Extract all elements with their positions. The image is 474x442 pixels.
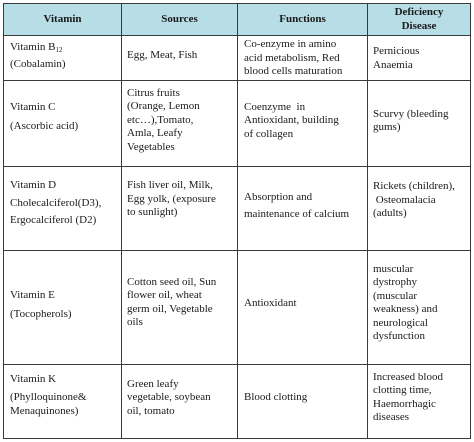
sources-cell: Cotton seed oil, Sun flower oil, wheat germ oil, Vegetable oils (122, 250, 238, 364)
header-deficiency-disease (368, 4, 471, 36)
vitamin-chemical-name: (Cobalamin) (10, 57, 66, 70)
deficiency-cell: muscular dystrophy (muscular weakness) and neurological dysfunction (368, 250, 471, 364)
sources-cell: Fish liver oil, Milk, Egg yolk, (exposure to sunlight) (122, 167, 238, 250)
functions-cell: Absorption and maintenance of calcium (238, 167, 368, 250)
vitamin-name: Vitamin D (10, 179, 57, 192)
vitamin-cell (4, 80, 122, 167)
deficiency-cell: Pernicious Anaemia (368, 36, 471, 81)
functions-cell: Co-enzyme in amino acid metabolism, Red blood cells maturation (238, 36, 368, 81)
header-vitamin: Vitamin (4, 4, 122, 36)
header-row (4, 4, 471, 36)
vitamin-chemical-name-2: Menaquinones) (10, 404, 79, 417)
header-functions: Functions (238, 4, 368, 36)
vitamin-chemical-name-2: Ergocalciferol (D2) (10, 214, 97, 227)
vitamin-chemical-name-1: Cholecalciferol(D3), (10, 196, 102, 209)
deficiency-cell: Rickets (children), Osteomalacia (adults) (368, 167, 471, 250)
vitamin-chemical-name: (Ascorbic acid) (10, 120, 79, 133)
vitamin-name: Vitamin $B_{12}$ (10, 41, 63, 54)
vitamin-cell (4, 364, 122, 438)
deficiency-cell: Scurvy (bleeding gums) (368, 80, 471, 167)
table-row (4, 364, 471, 438)
sources-cell: Citrus fruits (Orange, Lemon etc…),Tomato, Amla, Leafy Vegetables (122, 80, 238, 167)
vitamin-subscript: 12 (55, 46, 63, 54)
header-deficiency-line1: Deficiency (394, 6, 444, 18)
table-header (4, 4, 471, 36)
vitamin-name: Vitamin E (10, 288, 55, 301)
vitamin-table (3, 3, 471, 439)
table-row (4, 167, 471, 250)
vitamin-name: Vitamin C (10, 100, 56, 113)
vitamin-chemical-name-1: (Phylloquinone& (10, 391, 87, 404)
sources-cell: Green leafy vegetable, soybean oil, tomato (122, 364, 238, 438)
table-row (4, 80, 471, 167)
vitamin-cell (4, 250, 122, 364)
header-deficiency-line2: Disease (401, 19, 437, 32)
vitamin-cell (4, 36, 122, 81)
sources-cell: Egg, Meat, Fish (122, 36, 238, 81)
functions-cell: Blood clotting (238, 364, 368, 438)
deficiency-cell: Increased blood clotting time, Haemorrhagic diseases (368, 364, 471, 438)
table-row (4, 36, 471, 81)
vitamin-cell (4, 167, 122, 250)
functions-cell: Coenzyme in Antioxidant, building of collagen (238, 80, 368, 167)
functions-cell: Antioxidant (238, 250, 368, 364)
vitamin-name: Vitamin K (10, 372, 57, 385)
header-sources: Sources (122, 4, 238, 36)
table-row (4, 250, 471, 364)
vitamin-chemical-name: (Tocopherols) (10, 308, 72, 321)
